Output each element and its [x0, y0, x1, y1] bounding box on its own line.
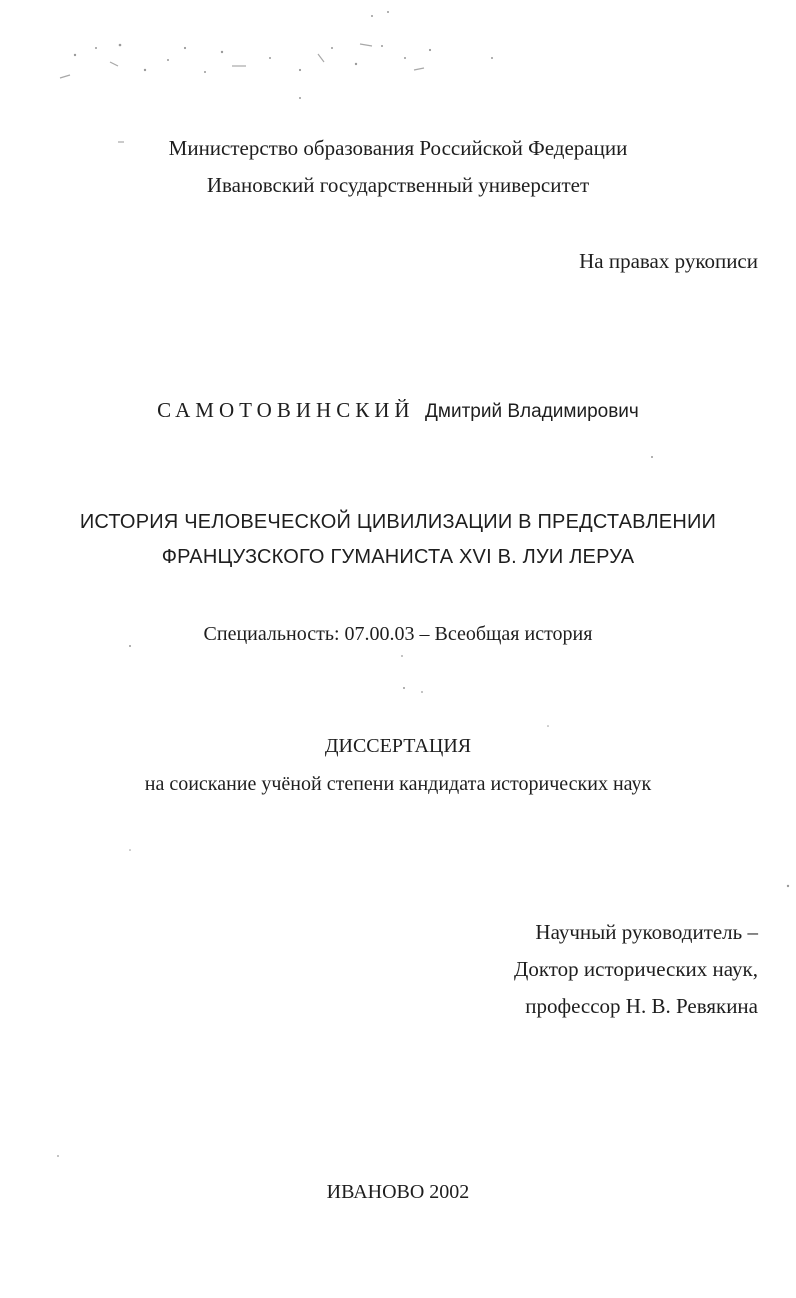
author-line — [0, 398, 796, 424]
supervisor-degree: Доктор исторических наук, — [514, 957, 758, 981]
ministry-name: Министерство образования Российской Федерации — [168, 136, 628, 160]
place-and-year: ИВАНОВО 2002 — [326, 1181, 470, 1203]
supervisor-name: профессор Н. В. Ревякина — [525, 994, 758, 1018]
degree-sought: на соискание учёной степени кандидата исторических наук — [144, 773, 652, 795]
author-given-names: Дмитрий Владимирович — [425, 401, 639, 422]
dissertation-title-line-2: ФРАНЦУЗСКОГО ГУМАНИСТА XVI В. ЛУИ ЛЕРУА — [161, 546, 635, 568]
university-name: Ивановский государственный университет — [206, 173, 590, 197]
specialty: Специальность: 07.00.03 – Всеобщая история — [203, 623, 593, 645]
document-type: ДИССЕРТАЦИЯ — [324, 735, 472, 757]
author-surname: САМОТОВИНСКИЙ — [157, 398, 415, 422]
dissertation-title-line-1: ИСТОРИЯ ЧЕЛОВЕЧЕСКОЙ ЦИВИЛИЗАЦИИ В ПРЕДСТАВЛЕНИИ — [79, 511, 717, 533]
manuscript-rights-note: На правах рукописи — [579, 249, 758, 273]
supervisor-role: Научный руководитель – — [535, 920, 758, 944]
